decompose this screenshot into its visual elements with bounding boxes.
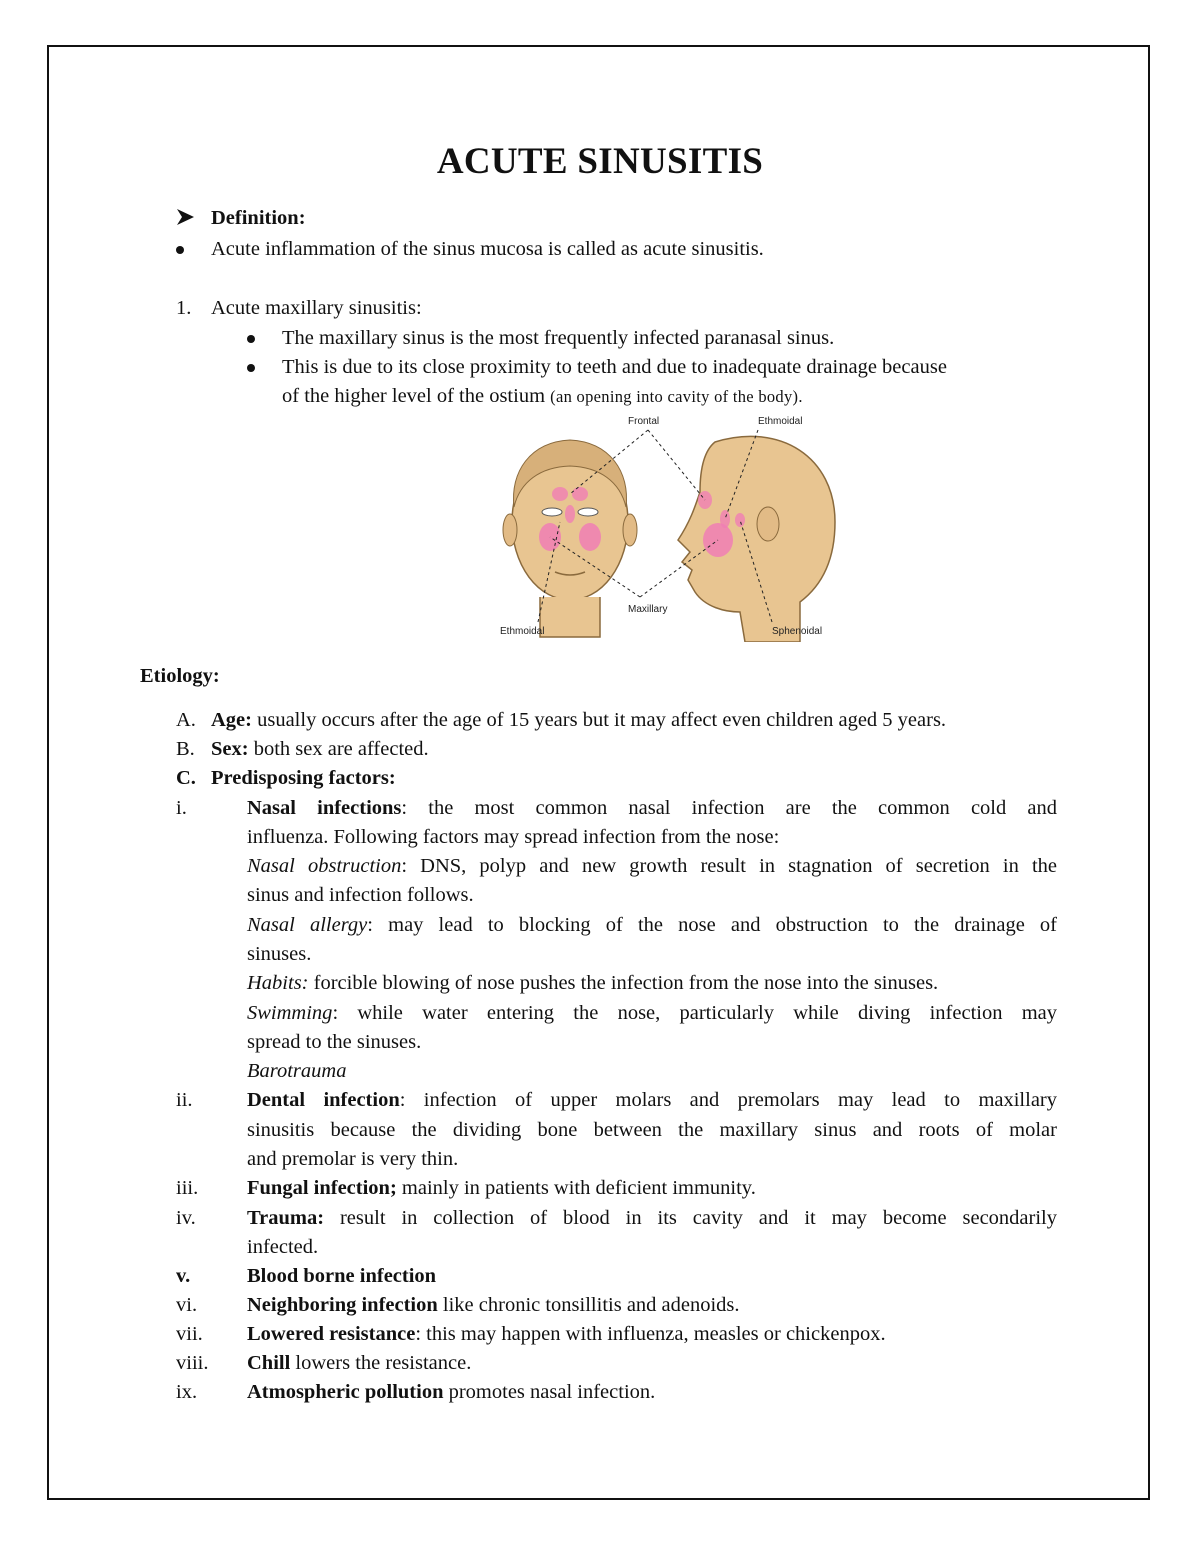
arrow-bullet-icon (176, 207, 196, 227)
dental-infection-line-2: sinusitis because the dividing bone between the maxillary sinus and roots of molar (247, 1119, 1057, 1141)
list-marker: viii. (176, 1352, 209, 1374)
nasal-obstruction-line-2: sinus and infection follows. (247, 884, 474, 906)
definition-heading: Definition: (211, 207, 306, 229)
list-marker: iv. (176, 1207, 196, 1229)
definition-text: Acute inflammation of the sinus mucosa is called as acute sinusitis. (211, 238, 764, 260)
nasal-allergy-line-2: sinuses. (247, 943, 312, 965)
neighboring-infection-line: Neighboring infection like chronic tonsillitis and adenoids. (247, 1294, 740, 1316)
front-face-illustration (503, 440, 637, 637)
blood-borne-line: Blood borne infection (247, 1265, 437, 1287)
etiology-predisposing: Predisposing factors: (211, 767, 396, 789)
maxillary-bullet-1: The maxillary sinus is the most frequently infected paranasal sinus. (282, 327, 835, 349)
list-marker: ii. (176, 1089, 193, 1111)
maxillary-heading: Acute maxillary sinusitis: (211, 297, 422, 319)
list-marker: C. (176, 767, 196, 789)
label-frontal: Frontal (628, 416, 660, 427)
list-marker: i. (176, 797, 187, 819)
label-sphenoidal: Sphenoidal (772, 626, 823, 637)
nasal-obstruction-line-1: Nasal obstruction: DNS, polyp and new growth result in stagnation of secretion in the (247, 855, 1057, 877)
label-maxillary: Maxillary (628, 604, 668, 615)
bullet-icon (247, 335, 255, 343)
barotrauma-line: Barotrauma (247, 1060, 347, 1082)
list-marker: ix. (176, 1381, 198, 1403)
dental-infection-line-3: and premolar is very thin. (247, 1148, 459, 1170)
bullet-icon (247, 364, 255, 372)
list-marker: A. (176, 709, 196, 731)
nasal-infections-line-2: influenza. Following factors may spread infection from the nose: (247, 826, 780, 848)
dental-infection-line-1: Dental infection: infection of upper molars and premolars may lead to maxillary (247, 1089, 1057, 1111)
list-number: 1. (176, 297, 192, 319)
swimming-line-1: Swimming: while water entering the nose, particularly while diving infection may (247, 1002, 1057, 1024)
chill-line: Chill lowers the resistance. (247, 1352, 472, 1374)
etiology-sex: Sex: both sex are affected. (211, 738, 429, 760)
label-ethmoidal-right: Ethmoidal (758, 416, 803, 427)
list-marker: vi. (176, 1294, 198, 1316)
list-marker: B. (176, 738, 195, 760)
sinus-anatomy-figure (500, 412, 840, 642)
etiology-age: Age: usually occurs after the age of 15 years but it may affect even children aged 5 years. (211, 709, 947, 731)
habits-line: Habits: forcible blowing of nose pushes the infection from the nose into the sinuses. (247, 972, 939, 994)
maxillary-bullet-2-line-2: of the higher level of the ostium (an opening into cavity of the body). (282, 385, 803, 407)
label-ethmoidal-left: Ethmoidal (500, 626, 545, 637)
swimming-line-2: spread to the sinuses. (247, 1031, 422, 1053)
list-marker: v. (176, 1265, 191, 1287)
trauma-line-2: infected. (247, 1236, 319, 1258)
page-title: ACUTE SINUSITIS (436, 141, 764, 182)
nasal-allergy-line-1: Nasal allergy: may lead to blocking of the nose and obstruction to the drainage of (247, 914, 1057, 936)
maxillary-bullet-2-line-1: This is due to its close proximity to teeth and due to inadequate drainage because (282, 356, 947, 378)
trauma-line-1: Trauma: result in collection of blood in its cavity and it may become secondarily (247, 1207, 1057, 1229)
fungal-infection-line: Fungal infection; mainly in patients with deficient immunity. (247, 1177, 756, 1199)
etiology-heading: Etiology: (140, 665, 220, 687)
bullet-icon (176, 246, 184, 254)
side-face-illustration (678, 436, 835, 642)
nasal-infections-line-1: Nasal infections: the most common nasal infection are the common cold and (247, 797, 1057, 819)
atmospheric-pollution-line: Atmospheric pollution promotes nasal infection. (247, 1381, 656, 1403)
list-marker: iii. (176, 1177, 199, 1199)
lowered-resistance-line: Lowered resistance: this may happen with influenza, measles or chickenpox. (247, 1323, 886, 1345)
list-marker: vii. (176, 1323, 203, 1345)
